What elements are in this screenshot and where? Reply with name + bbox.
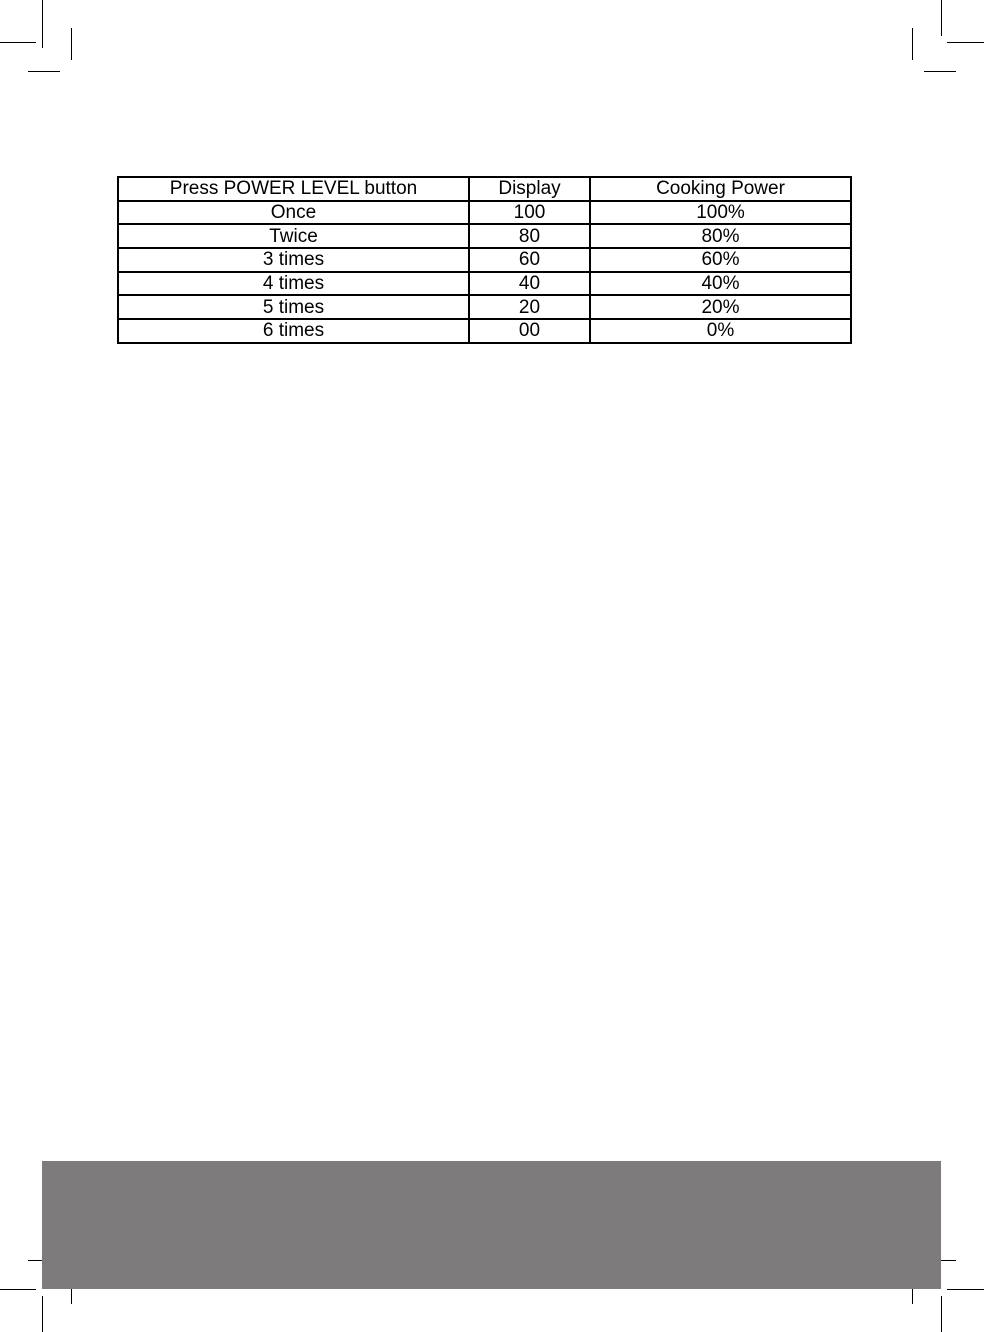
crop-mark-top-left-horizontal: [0, 42, 36, 43]
crop-mark-top-left-inner-horizontal: [28, 71, 60, 72]
cell-cooking-power: 100%: [590, 201, 851, 225]
cell-cooking-power: 20%: [590, 295, 851, 319]
cell-presses: 3 times: [118, 248, 469, 272]
cell-display: 20: [469, 295, 590, 319]
table-row: [118, 295, 851, 319]
table-row: [118, 248, 851, 272]
crop-mark-bottom-left-outer-vertical: [42, 1296, 43, 1332]
cell-cooking-power: 0%: [590, 319, 851, 343]
cell-display: 40: [469, 272, 590, 296]
table-row: [118, 224, 851, 248]
table-row: [118, 319, 851, 343]
cell-presses: 4 times: [118, 272, 469, 296]
cell-cooking-power: 40%: [590, 272, 851, 296]
cell-display: 100: [469, 201, 590, 225]
crop-mark-top-right-horizontal: [947, 42, 984, 43]
crop-mark-top-right-inner-horizontal: [924, 71, 956, 72]
cell-presses: 6 times: [118, 319, 469, 343]
power-level-table: [117, 176, 852, 344]
table-row: [118, 201, 851, 225]
crop-mark-bottom-right-outer-vertical: [941, 1296, 942, 1332]
cell-presses: Once: [118, 201, 469, 225]
cell-cooking-power: 60%: [590, 248, 851, 272]
crop-mark-top-left-vertical: [42, 0, 43, 48]
cell-presses: Twice: [118, 224, 469, 248]
cell-display: 00: [469, 319, 590, 343]
header-display: Display: [469, 177, 590, 201]
header-press-power-level: Press POWER LEVEL button: [118, 177, 469, 201]
crop-mark-top-right-inner-vertical: [912, 28, 913, 60]
cell-presses: 5 times: [118, 295, 469, 319]
crop-mark-top-left-inner-vertical: [71, 28, 72, 60]
cell-display: 60: [469, 248, 590, 272]
table-row: [118, 272, 851, 296]
cell-display: 80: [469, 224, 590, 248]
crop-mark-bottom-left-outer-horizontal: [0, 1289, 36, 1290]
cell-cooking-power: 80%: [590, 224, 851, 248]
crop-mark-top-right-vertical: [941, 0, 942, 36]
footer-band: [42, 1161, 941, 1289]
header-cooking-power: Cooking Power: [590, 177, 851, 201]
table-header-row: [118, 177, 851, 201]
crop-mark-bottom-right-outer-horizontal: [947, 1289, 984, 1290]
